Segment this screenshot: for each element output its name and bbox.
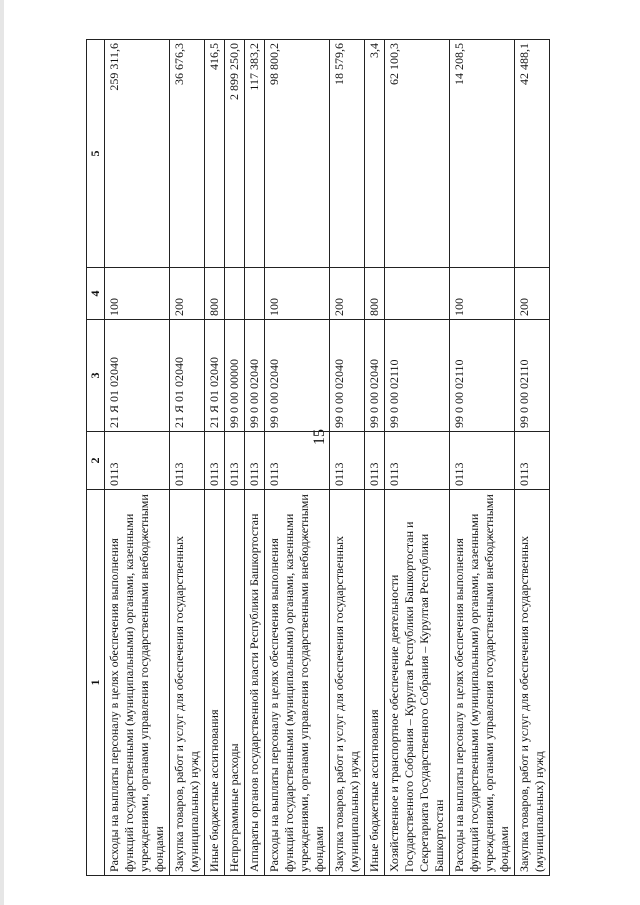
header-col-2: 2	[87, 432, 105, 490]
table-row	[265, 40, 330, 876]
row-name-cell: Аппараты органов государственной власти Республики Башкортостан	[245, 490, 265, 876]
table-row	[330, 40, 365, 876]
row-target-code-cell: 21 Я 01 02040	[105, 320, 170, 432]
row-section-cell: 0113	[450, 432, 515, 490]
row-amount-cell: 14 208,5	[450, 40, 515, 268]
budget-table-container	[86, 40, 566, 876]
table-row	[385, 40, 450, 876]
row-name-cell: Иные бюджетные ассигнования	[365, 490, 385, 876]
row-expense-type-cell	[385, 268, 450, 320]
row-name-cell: Закупка товаров, работ и услуг для обеспечения государственных (муниципальных) нужд	[330, 490, 365, 876]
page-edge	[0, 0, 4, 905]
row-expense-type-cell	[225, 268, 245, 320]
row-target-code-cell: 21 Я 01 02040	[205, 320, 225, 432]
row-expense-type-cell: 100	[105, 268, 170, 320]
row-amount-cell: 18 579,6	[330, 40, 365, 268]
table-row	[515, 40, 550, 876]
row-section-cell: 0113	[245, 432, 265, 490]
row-amount-cell: 98 800,2	[265, 40, 330, 268]
row-section-cell: 0113	[170, 432, 205, 490]
budget-table	[86, 39, 550, 876]
row-expense-type-cell: 200	[330, 268, 365, 320]
row-section-cell: 0113	[205, 432, 225, 490]
row-section-cell: 0113	[515, 432, 550, 490]
row-target-code-cell: 99 0 00 02110	[515, 320, 550, 432]
table-row	[225, 40, 245, 876]
row-expense-type-cell: 200	[515, 268, 550, 320]
row-amount-cell: 416,5	[205, 40, 225, 268]
row-amount-cell: 117 383,2	[245, 40, 265, 268]
row-target-code-cell: 99 0 00 02040	[330, 320, 365, 432]
page-number: 15	[311, 429, 328, 445]
row-name-cell: Расходы на выплаты персоналу в целях обеспечения выполнения функций государственными (муниципальными) органами, казенными учреждениями, органами управления государственными внебюджетными фондами	[450, 490, 515, 876]
header-col-4: 4	[87, 268, 105, 320]
table-row	[170, 40, 205, 876]
row-amount-cell: 42 488,1	[515, 40, 550, 268]
table-row	[105, 40, 170, 876]
table-row	[365, 40, 385, 876]
row-name-cell: Хозяйственное и транспортное обеспечение деятельности Государственного Собрания – Курултая Республики Башкортостан и Секретариата Государственного Собрания – Курултая Республики Башкортостан	[385, 490, 450, 876]
table-row	[450, 40, 515, 876]
row-section-cell: 0113	[265, 432, 330, 490]
header-col-5: 5	[87, 40, 105, 268]
row-expense-type-cell: 100	[450, 268, 515, 320]
row-section-cell: 0113	[385, 432, 450, 490]
row-name-cell: Закупка товаров, работ и услуг для обеспечения государственных (муниципальных) нужд	[170, 490, 205, 876]
row-amount-cell: 259 311,6	[105, 40, 170, 268]
table-row	[205, 40, 225, 876]
row-name-cell: Расходы на выплаты персоналу в целях обеспечения выполнения функций государственными (муниципальными) органами, казенными учреждениями, органами управления государственными внебюджетными фондами	[265, 490, 330, 876]
row-amount-cell: 62 100,3	[385, 40, 450, 268]
row-name-cell: Иные бюджетные ассигнования	[205, 490, 225, 876]
row-section-cell: 0113	[225, 432, 245, 490]
row-target-code-cell: 99 0 00 02040	[245, 320, 265, 432]
row-section-cell: 0113	[105, 432, 170, 490]
row-name-cell: Расходы на выплаты персоналу в целях обеспечения выполнения функций государственными (муниципальными) органами, казенными учреждениями, органами управления государственными внебюджетными фондами	[105, 490, 170, 876]
row-target-code-cell: 99 0 00 00000	[225, 320, 245, 432]
row-target-code-cell: 21 Я 01 02040	[170, 320, 205, 432]
row-section-cell: 0113	[365, 432, 385, 490]
row-expense-type-cell: 100	[265, 268, 330, 320]
table-header-row	[87, 40, 105, 876]
row-target-code-cell: 99 0 00 02040	[365, 320, 385, 432]
row-expense-type-cell	[245, 268, 265, 320]
row-expense-type-cell: 800	[205, 268, 225, 320]
header-col-1: 1	[87, 490, 105, 876]
row-amount-cell: 3,4	[365, 40, 385, 268]
row-expense-type-cell: 800	[365, 268, 385, 320]
row-target-code-cell: 99 0 00 02110	[450, 320, 515, 432]
table-body	[105, 40, 550, 876]
row-name-cell: Непрограммные расходы	[225, 490, 245, 876]
row-name-cell: Закупка товаров, работ и услуг для обеспечения государственных (муниципальных) нужд	[515, 490, 550, 876]
row-amount-cell: 36 676,3	[170, 40, 205, 268]
row-target-code-cell: 99 0 00 02110	[385, 320, 450, 432]
row-target-code-cell: 99 0 00 02040	[265, 320, 330, 432]
row-expense-type-cell: 200	[170, 268, 205, 320]
row-section-cell: 0113	[330, 432, 365, 490]
row-amount-cell: 2 899 250,0	[225, 40, 245, 268]
header-col-3: 3	[87, 320, 105, 432]
table-row	[245, 40, 265, 876]
